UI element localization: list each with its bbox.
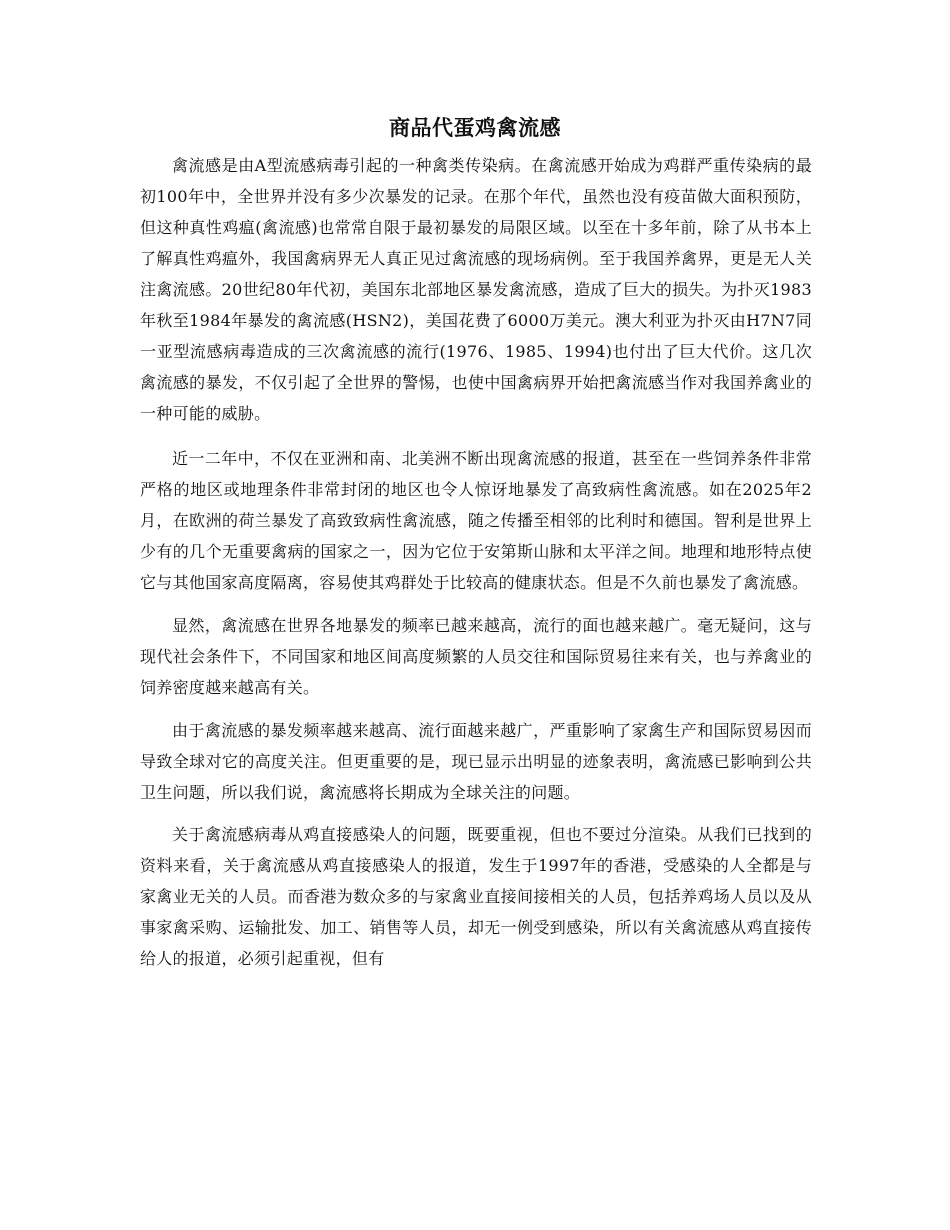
document-body — [140, 150, 812, 986]
paragraph-2: 近一二年中，不仅在亚洲和南、北美洲不断出现禽流感的报道，甚至在一些饲养条件非常严格的地区或地理条件非常封闭的地区也令人惊讶地暴发了高致病性禽流感。如在2025年2月，在欧洲的荷兰暴发了高致致病性禽流感，随之传播至相邻的比利时和德国。智利是世界上少有的几个无重要禽病的国家之一，因为它位于安第斯山脉和太平洋之间。地理和地形特点使它与其他国家高度隔离，容易使其鸡群处于比较高的健康状态。但是不久前也暴发了禽流感。 — [140, 449, 812, 592]
page-title: 商品代蛋鸡禽流感 — [389, 116, 561, 140]
paragraph-1: 禽流感是由A型流感病毒引起的一种禽类传染病。在禽流感开始成为鸡群严重传染病的最初100年中，全世界并没有多少次暴发的记录。在那个年代，虽然也没有疫苗做大面积预防，但这种真性鸡瘟(禽流感)也常常自限于最初暴发的局限区域。以至在十多年前，除了从书本上了解真性鸡瘟外，我国禽病界无人真正见过禽流感的现场病例。至于我国养禽界，更是无人关注禽流感。20世纪80年代初，美国东北部地区暴发禽流感，造成了巨大的损失。为扑灭1983年秋至1984年暴发的禽流感(HSN2)，美国花费了6000万美元。澳大利亚为扑灭由H7N7同一亚型流感病毒造成的三次禽流感的流行(1976、1985、1994)也付出了巨大代价。这几次禽流感的暴发，不仅引起了全世界的警惕，也使中国禽病界开始把禽流感当作对我国养禽业的一种可能的威胁。 — [140, 156, 812, 423]
paragraph-3: 显然，禽流感在世界各地暴发的频率已越来越高，流行的面也越来越广。毫无疑问，这与现代社会条件下，不同国家和地区间高度频繁的人员交往和国际贸易往来有关，也与养禽业的饲养密度越来越高有关。 — [140, 616, 812, 697]
paragraph-4: 由于禽流感的暴发频率越来越高、流行面越来越广，严重影响了家禽生产和国际贸易因而导致全球对它的高度关注。但更重要的是，现已显示出明显的迹象表明，禽流感已影响到公共卫生问题，所以我们说，禽流感将长期成为全球关注的问题。 — [140, 721, 812, 802]
paragraph-5: 关于禽流感病毒从鸡直接感染人的问题，既要重视，但也不要过分渲染。从我们已找到的资料来看，关于禽流感从鸡直接感染人的报道，发生于1997年的香港，受感染的人全都是与家禽业无关的人员。而香港为数众多的与家禽业直接间接相关的人员，包括养鸡场人员以及从事家禽采购、运输批发、加工、销售等人员，却无一例受到感染，所以有关禽流感从鸡直接传给人的报道，必须引起重视，但有 — [140, 825, 812, 968]
